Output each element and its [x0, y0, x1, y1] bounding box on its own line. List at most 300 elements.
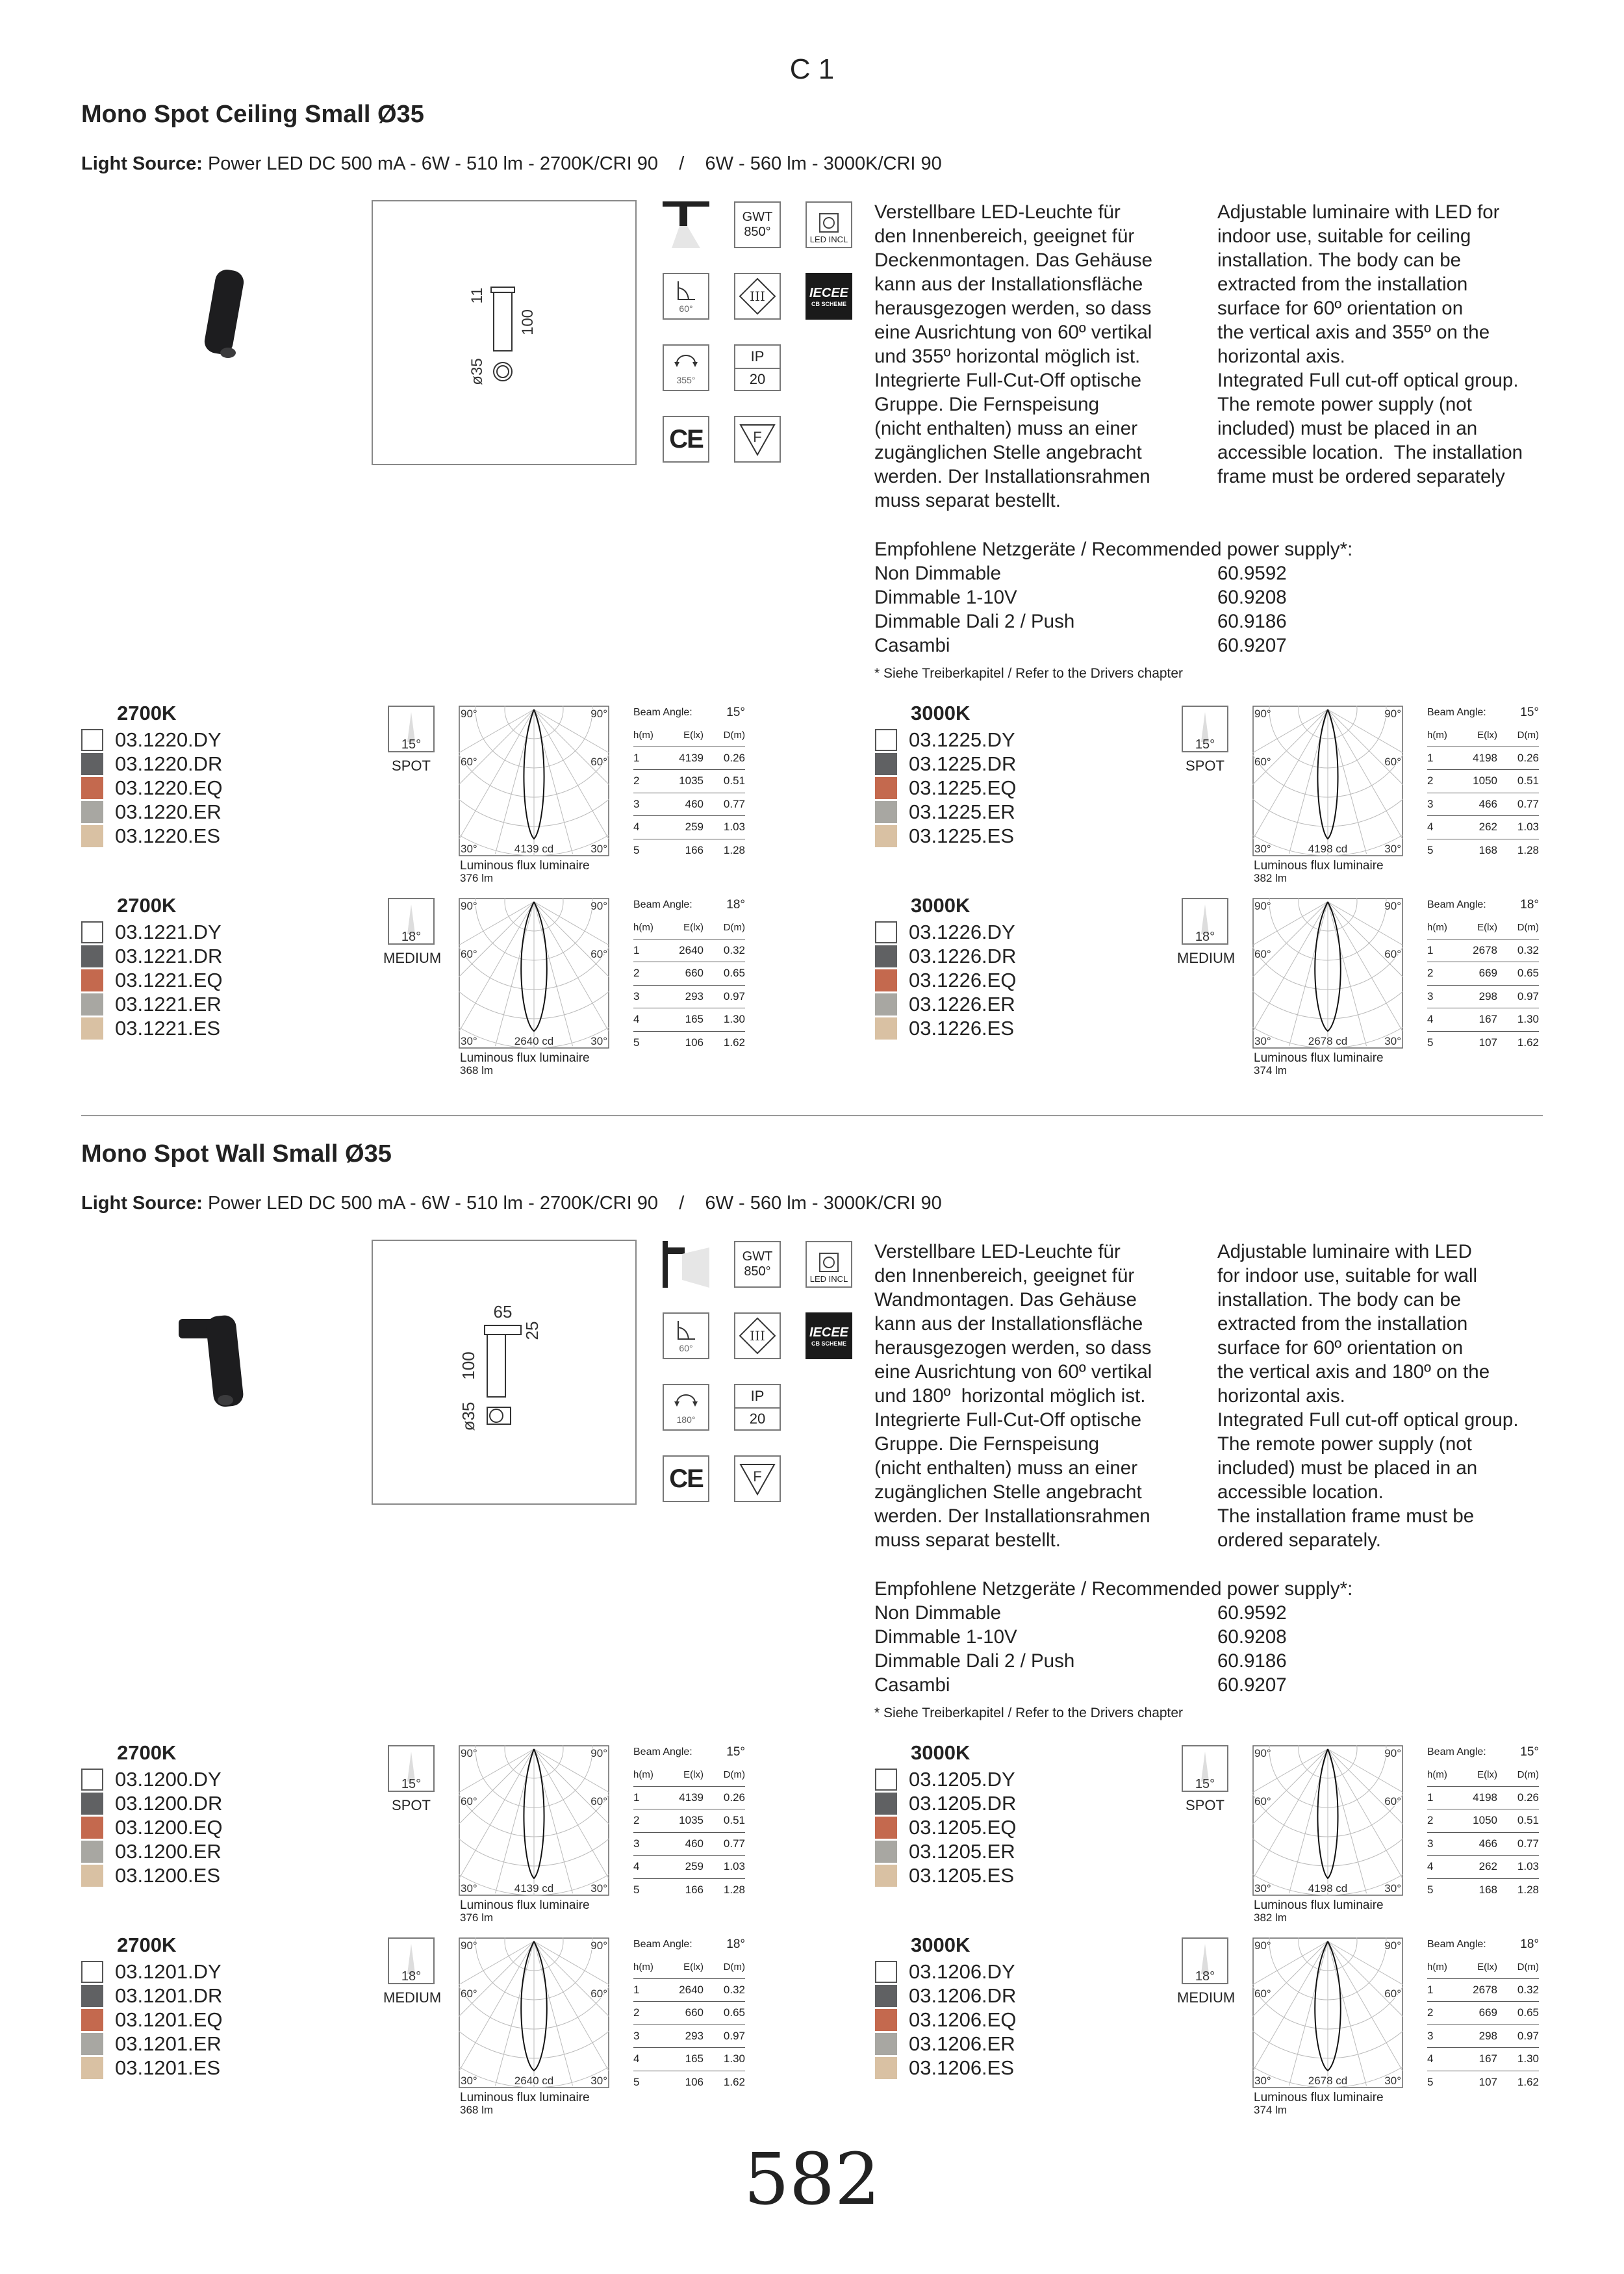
variant-code: 03.1220.ES — [115, 824, 221, 847]
table-cell: 0.77 — [1517, 1837, 1539, 1850]
variant-code: 03.1225.EQ — [909, 776, 1017, 799]
beam-angle-label: 18° — [401, 930, 422, 944]
table-cell: 0.26 — [723, 1791, 745, 1804]
table-row — [633, 1856, 745, 1879]
iecee-logo — [806, 273, 852, 320]
finish-swatch — [875, 2009, 897, 2031]
description-en-line: installation. The body can be — [1217, 249, 1462, 271]
table-cell: 0.97 — [1517, 2029, 1539, 2042]
beam-type-icon — [383, 1937, 442, 2006]
tilt-value: 60° — [679, 1343, 693, 1353]
polar-angle-label: 60° — [461, 1795, 477, 1808]
power-supply-type: Non Dimmable — [874, 1602, 1002, 1624]
f-mark-icon — [734, 416, 781, 463]
variant-code: 03.1220.EQ — [115, 776, 223, 799]
variant-code: 03.1225.DR — [909, 752, 1017, 775]
beam-type-label: MEDIUM — [1177, 950, 1236, 966]
f-mark-label: F — [753, 429, 762, 445]
variant-code-row — [875, 992, 1016, 1016]
finish-swatch — [875, 801, 897, 823]
description-en — [1217, 200, 1555, 489]
variant-code: 03.1220.DR — [115, 752, 223, 775]
table-cell: 1035 — [679, 1814, 704, 1827]
polar-angle-label: 60° — [1384, 756, 1401, 768]
flux-label: Luminous flux luminaire — [460, 859, 590, 873]
table-cell: 262 — [1478, 821, 1497, 834]
polar-angle-label: 60° — [590, 948, 607, 960]
variant-code-row — [875, 1863, 1016, 1887]
description-en-line: installation. The body can be — [1217, 1289, 1462, 1310]
description-en-line: The remote power supply (not — [1217, 1433, 1472, 1455]
description-en-line: the vertical axis and 355º on the — [1217, 322, 1490, 343]
description-de-line: eine Ausrichtung von 60º vertikal — [874, 1361, 1152, 1383]
ce-mark-label: CE — [669, 1464, 703, 1493]
variant-code: 03.1221.DR — [115, 944, 223, 967]
beam-angle-title: Beam Angle: — [633, 899, 692, 910]
finish-swatch — [81, 2009, 103, 2031]
dim-height-top: 11 — [468, 287, 486, 304]
finish-swatch — [875, 993, 897, 1016]
variant-code-row — [81, 968, 222, 992]
product-section — [0, 1040, 1624, 2144]
description-en-line: surface for 60º orientation on — [1217, 298, 1464, 319]
table-row — [633, 1979, 745, 2002]
finish-swatch — [875, 2057, 897, 2079]
beam-angle-header — [633, 1741, 745, 1763]
safety-class-label: III — [750, 1328, 765, 1344]
variant-code-row — [875, 1767, 1016, 1791]
safety-class-icon — [734, 273, 781, 320]
beam-type-icon — [1177, 1745, 1233, 1814]
polar-angle-label: 90° — [461, 900, 477, 912]
variant-code: 03.1206.ES — [909, 2056, 1015, 2079]
table-cell: 166 — [685, 1883, 704, 1896]
variant-cct: 2700K — [117, 1934, 177, 1956]
f-mark-label: F — [753, 1468, 762, 1485]
description-de-line: Verstellbare LED-Leuchte für — [874, 1241, 1121, 1262]
table-header-cell: D(m) — [1517, 1961, 1539, 1973]
variant-code: 03.1226.DY — [909, 920, 1015, 943]
table-cell: 1.28 — [1517, 843, 1539, 856]
table-header-row — [633, 916, 745, 939]
variant-code-list — [875, 728, 1016, 848]
variant-code-row — [875, 1984, 1016, 2008]
peak-intensity: 2678 cd — [1308, 1035, 1348, 1047]
power-supply-row — [874, 609, 1524, 633]
finish-swatch — [875, 1793, 897, 1815]
polar-angle-label: 60° — [590, 1795, 607, 1808]
dim-diameter: ø35 — [468, 358, 486, 385]
table-header-cell: E(lx) — [1477, 729, 1497, 741]
polar-diagram — [1252, 898, 1403, 1049]
table-row — [633, 1008, 745, 1032]
table-cell: 168 — [1478, 843, 1497, 856]
table-cell: 1.62 — [1517, 2075, 1539, 2088]
table-cell: 4198 — [1473, 1791, 1497, 1804]
variant-code-list — [875, 1960, 1016, 2080]
variant-code-row — [875, 824, 1016, 848]
variant-code: 03.1205.DR — [909, 1791, 1017, 1815]
gwt-value: 850° — [744, 225, 771, 239]
table-row — [633, 793, 745, 817]
table-cell: 2 — [1427, 967, 1434, 980]
table-cell: 4139 — [679, 751, 704, 764]
ip-rating-badge — [734, 344, 781, 391]
finish-swatch — [875, 2033, 897, 2055]
iecee-text: IECEE — [809, 1325, 849, 1340]
description-en-line: included) must be placed in an — [1217, 418, 1478, 439]
variant-block — [0, 702, 780, 890]
table-cell: 4 — [1427, 2052, 1434, 2065]
finish-swatch — [81, 1769, 103, 1791]
table-header-cell: D(m) — [1517, 1769, 1539, 1780]
beam-angle-title: Beam Angle: — [633, 1939, 692, 1950]
illuminance-table — [633, 1934, 745, 2093]
polar-angle-label: 60° — [1384, 1987, 1401, 2000]
power-supply-code: 60.9186 — [1217, 1650, 1287, 1672]
finish-swatch — [81, 921, 103, 943]
beam-angle-header — [1427, 1741, 1539, 1763]
table-header-cell: E(lx) — [683, 1769, 704, 1780]
table-cell: 1.28 — [1517, 1883, 1539, 1896]
table-cell: 259 — [685, 1860, 704, 1873]
description-en-line: The installation frame must be — [1217, 1505, 1475, 1527]
table-cell: 0.77 — [723, 797, 745, 810]
power-supply-type: Non Dimmable — [874, 563, 1002, 584]
table-header-cell: h(m) — [633, 921, 653, 933]
table-cell: 0.97 — [723, 2029, 745, 2042]
variant-code-row — [81, 1791, 222, 1815]
peak-intensity: 4198 cd — [1308, 1882, 1348, 1895]
table-row — [633, 962, 745, 986]
variant-code: 03.1206.DR — [909, 1984, 1017, 2007]
table-cell: 0.51 — [1517, 1814, 1539, 1827]
table-cell: 0.97 — [1517, 990, 1539, 1003]
table-cell: 3 — [1427, 990, 1434, 1003]
light-source-value: Power LED DC 500 mA - 6W - 510 lm - 2700K/CRI 90 / 6W - 560 lm - 3000K/CRI 90 — [202, 153, 942, 174]
finish-swatch — [81, 777, 103, 799]
table-cell: 669 — [1478, 967, 1497, 980]
beam-angle-header — [1427, 1934, 1539, 1956]
finish-swatch — [875, 969, 897, 991]
description-de-line: Verstellbare LED-Leuchte für — [874, 201, 1121, 223]
table-row — [1427, 1856, 1539, 1879]
beam-angle-header — [633, 1934, 745, 1956]
variant-code-row — [81, 824, 222, 848]
ce-mark-icon — [663, 416, 709, 463]
table-cell: 1 — [633, 943, 640, 956]
table-cell: 1.62 — [723, 1036, 745, 1049]
finish-swatch — [81, 825, 103, 847]
power-supply-type: Dimmable 1-10V — [874, 587, 1017, 608]
illuminance-table — [1427, 1934, 1539, 2093]
table-cell: 2678 — [1473, 943, 1497, 956]
variant-code-row — [81, 800, 222, 824]
finish-swatch — [81, 753, 103, 775]
polar-diagram — [459, 1937, 609, 2088]
illuminance-table — [1427, 702, 1539, 862]
table-header-cell: h(m) — [1427, 729, 1447, 741]
beam-angle-header — [1427, 894, 1539, 916]
description-en-line: indoor use, suitable for ceiling — [1217, 225, 1471, 247]
table-header-row — [1427, 724, 1539, 747]
variant-code-row — [81, 1863, 222, 1887]
variant-code: 03.1221.ER — [115, 992, 222, 1016]
polar-angle-label: 30° — [1254, 2075, 1271, 2087]
table-cell: 5 — [1427, 843, 1434, 856]
rotation-value: 180° — [676, 1414, 696, 1425]
variant-code: 03.1220.DY — [115, 728, 222, 751]
table-row — [1427, 1008, 1539, 1032]
power-supply-row — [874, 1625, 1524, 1649]
polar-angle-label: 30° — [1254, 1035, 1271, 1047]
table-cell: 0.26 — [1517, 1791, 1539, 1804]
variant-code-row — [875, 2032, 1016, 2056]
finish-swatch — [875, 1841, 897, 1863]
table-cell: 107 — [1478, 1036, 1497, 1049]
table-cell: 3 — [633, 797, 640, 810]
description-de — [874, 200, 1206, 513]
description-de-line: zugänglichen Stelle angebracht — [874, 442, 1142, 463]
variant-cct: 2700K — [117, 702, 177, 724]
rotation-icon — [663, 1384, 709, 1431]
table-header-row — [633, 1763, 745, 1787]
description-de-line: (nicht enthalten) muss an einer — [874, 418, 1138, 439]
description-de-line: eine Ausrichtung von 60º vertikal — [874, 322, 1152, 343]
beam-angle-label: 15° — [401, 1777, 422, 1791]
polar-angle-label: 90° — [1384, 900, 1401, 912]
description-de-line: Gruppe. Die Fernspeisung — [874, 394, 1099, 415]
f-mark-icon — [734, 1455, 781, 1502]
beam-type-label: SPOT — [392, 1797, 431, 1813]
dim-width: 65 — [493, 1302, 513, 1322]
product-section — [0, 0, 1624, 1105]
variant-code-row — [81, 920, 222, 944]
table-cell: 1 — [1427, 1983, 1434, 1996]
polar-angle-label: 90° — [1254, 1747, 1271, 1759]
finish-swatch — [875, 921, 897, 943]
ip-rating-badge — [734, 1384, 781, 1431]
polar-angle-label: 30° — [461, 1035, 477, 1047]
polar-diagram — [459, 706, 609, 856]
finish-swatch — [875, 1961, 897, 1983]
power-supply-code: 60.9186 — [1217, 611, 1287, 632]
tilt-icon — [663, 273, 709, 320]
variant-code: 03.1200.EQ — [115, 1815, 223, 1839]
table-row — [1427, 2025, 1539, 2049]
flux-label: Luminous flux luminaire — [1254, 2091, 1384, 2104]
description-de-line: kann aus der Installationsfläche — [874, 1313, 1143, 1335]
flux-value: 374 lm — [1254, 2104, 1288, 2116]
polar-angle-label: 60° — [461, 756, 477, 768]
peak-intensity: 2678 cd — [1308, 2075, 1348, 2087]
table-row — [1427, 1787, 1539, 1810]
power-supply-note: * Siehe Treiberkapitel / Refer to the Drivers chapter — [874, 1706, 1184, 1720]
table-cell: 2 — [633, 967, 640, 980]
power-supply-row — [874, 585, 1524, 609]
table-cell: 167 — [1478, 1013, 1497, 1026]
description-de-line: werden. Der Installationsrahmen — [874, 1505, 1150, 1527]
variant-code-row — [875, 968, 1016, 992]
variant-code-row — [81, 1016, 222, 1040]
table-cell: 165 — [685, 2052, 704, 2065]
table-cell: 1.30 — [1517, 2052, 1539, 2065]
description-en-line: Adjustable luminaire with LED — [1217, 1241, 1472, 1262]
variant-code: 03.1205.DY — [909, 1767, 1015, 1791]
variant-code: 03.1201.DR — [115, 1984, 223, 2007]
table-cell: 262 — [1478, 1860, 1497, 1873]
variant-code: 03.1226.ER — [909, 992, 1015, 1016]
power-supply-row — [874, 561, 1524, 585]
beam-type-icon — [383, 898, 442, 967]
table-cell: 1.28 — [723, 1883, 745, 1896]
variant-code: 03.1200.ER — [115, 1839, 222, 1863]
peak-intensity: 4198 cd — [1308, 843, 1348, 855]
table-header-cell: D(m) — [723, 729, 745, 741]
variant-code-list — [875, 1767, 1016, 1887]
variant-code: 03.1226.EQ — [909, 968, 1017, 991]
table-header-row — [1427, 916, 1539, 939]
beam-angle-label: 18° — [1195, 930, 1215, 944]
table-cell: 107 — [1478, 2075, 1497, 2088]
description-en-line: extracted from the installation — [1217, 274, 1468, 295]
variant-code: 03.1225.ER — [909, 800, 1015, 823]
finish-swatch — [81, 945, 103, 967]
variant-code: 03.1201.ER — [115, 2032, 222, 2055]
finish-swatch — [81, 1793, 103, 1815]
polar-angle-label: 30° — [461, 2075, 477, 2087]
table-cell: 5 — [633, 1036, 640, 1049]
table-header-cell: E(lx) — [1477, 1961, 1497, 1973]
table-cell: 3 — [1427, 1837, 1434, 1850]
description-en-line: for indoor use, suitable for wall — [1217, 1265, 1478, 1286]
description-de-line: und 180º horizontal möglich ist. — [874, 1385, 1146, 1407]
variant-code: 03.1220.ER — [115, 800, 222, 823]
flux-value: 368 lm — [460, 2104, 494, 2116]
table-cell: 1035 — [679, 774, 704, 787]
product-photo — [172, 257, 276, 374]
polar-angle-label: 90° — [590, 1939, 607, 1952]
table-row — [633, 2025, 745, 2049]
table-row — [633, 986, 745, 1009]
table-row — [633, 1809, 745, 1833]
description-de-line: Integrierte Full-Cut-Off optische — [874, 370, 1141, 391]
table-cell: 1.03 — [1517, 821, 1539, 834]
polar-angle-label: 90° — [590, 708, 607, 720]
variant-code: 03.1201.ES — [115, 2056, 221, 2079]
variant-code: 03.1200.DR — [115, 1791, 223, 1815]
gwt-value: 850° — [744, 1264, 771, 1279]
ip-value: 20 — [749, 1411, 766, 1427]
description-en-line: horizontal axis. — [1217, 346, 1345, 367]
table-row — [1427, 986, 1539, 1009]
variant-code: 03.1205.ES — [909, 1863, 1015, 1887]
description-de-line: muss separat bestellt. — [874, 1529, 1061, 1551]
finish-swatch — [875, 1817, 897, 1839]
finish-swatch — [81, 729, 103, 751]
product-photo — [172, 1296, 276, 1413]
gwt-badge — [734, 201, 781, 248]
polar-angle-label: 90° — [461, 708, 477, 720]
beam-angle-value: 18° — [726, 1937, 745, 1951]
polar-angle-label: 30° — [590, 843, 607, 855]
polar-angle-label: 60° — [590, 1987, 607, 2000]
polar-angle-label: 60° — [1254, 756, 1271, 768]
finish-swatch — [81, 1841, 103, 1863]
variant-code-row — [81, 1984, 222, 2008]
variant-code-row — [81, 728, 222, 752]
variant-code-row — [81, 752, 222, 776]
polar-diagram — [1252, 1745, 1403, 1896]
power-supply-title: Empfohlene Netzgeräte / Recommended power supply*: — [874, 539, 1353, 560]
description-de-line: Deckenmontagen. Das Gehäuse — [874, 249, 1153, 271]
gwt-label: GWT — [742, 1249, 773, 1264]
variant-code-row — [81, 992, 222, 1016]
table-row — [1427, 962, 1539, 986]
table-row — [633, 1833, 745, 1856]
polar-angle-label: 30° — [1384, 843, 1401, 855]
gwt-label: GWT — [742, 210, 773, 224]
polar-angle-label: 30° — [590, 1035, 607, 1047]
polar-diagram — [1252, 706, 1403, 856]
beam-angle-label: 15° — [1195, 737, 1215, 752]
polar-angle-label: 60° — [1254, 948, 1271, 960]
table-header-cell: E(lx) — [683, 921, 704, 933]
power-supply-list — [874, 537, 1524, 685]
variant-code-list — [81, 920, 222, 1040]
beam-type-label: SPOT — [1186, 1797, 1224, 1813]
technical-drawing — [372, 1240, 637, 1505]
variant-block — [794, 702, 1573, 890]
description-en-line: Integrated Full cut-off optical group. — [1217, 1409, 1519, 1431]
beam-angle-value: 15° — [1520, 1745, 1539, 1759]
table-cell: 1.30 — [723, 1013, 745, 1026]
description-de-line: und 355º horizontal möglich ist. — [874, 346, 1141, 367]
table-cell: 660 — [685, 967, 704, 980]
variant-cct: 3000K — [911, 702, 971, 724]
variant-code: 03.1200.DY — [115, 1767, 222, 1791]
polar-angle-label: 90° — [1384, 708, 1401, 720]
table-cell: 4139 — [679, 1791, 704, 1804]
section-divider — [81, 1115, 1543, 1116]
table-cell: 5 — [1427, 2075, 1434, 2088]
light-source — [81, 1193, 942, 1214]
table-cell: 293 — [685, 990, 704, 1003]
table-cell: 1050 — [1473, 1814, 1497, 1827]
technical-drawing — [372, 200, 637, 465]
table-cell: 1.03 — [723, 1860, 745, 1873]
table-cell: 0.26 — [723, 751, 745, 764]
table-row — [1427, 2002, 1539, 2025]
power-supply-type: Casambi — [874, 1674, 950, 1696]
variant-code: 03.1205.EQ — [909, 1815, 1017, 1839]
flux-label: Luminous flux luminaire — [460, 2091, 590, 2104]
power-supply-code: 60.9592 — [1217, 563, 1287, 584]
beam-angle-label: 15° — [1195, 1777, 1215, 1791]
led-included-badge — [806, 201, 852, 248]
finish-swatch — [875, 777, 897, 799]
polar-angle-label: 60° — [590, 756, 607, 768]
polar-angle-label: 30° — [1384, 1882, 1401, 1895]
power-supply-row — [874, 1673, 1524, 1697]
variant-cct: 2700K — [117, 1741, 177, 1764]
flux-value: 382 lm — [1254, 1911, 1288, 1924]
variant-code-row — [875, 944, 1016, 968]
finish-swatch — [81, 993, 103, 1016]
variant-code-row — [81, 776, 222, 800]
variant-code-row — [875, 1016, 1016, 1040]
beam-angle-header — [633, 702, 745, 724]
